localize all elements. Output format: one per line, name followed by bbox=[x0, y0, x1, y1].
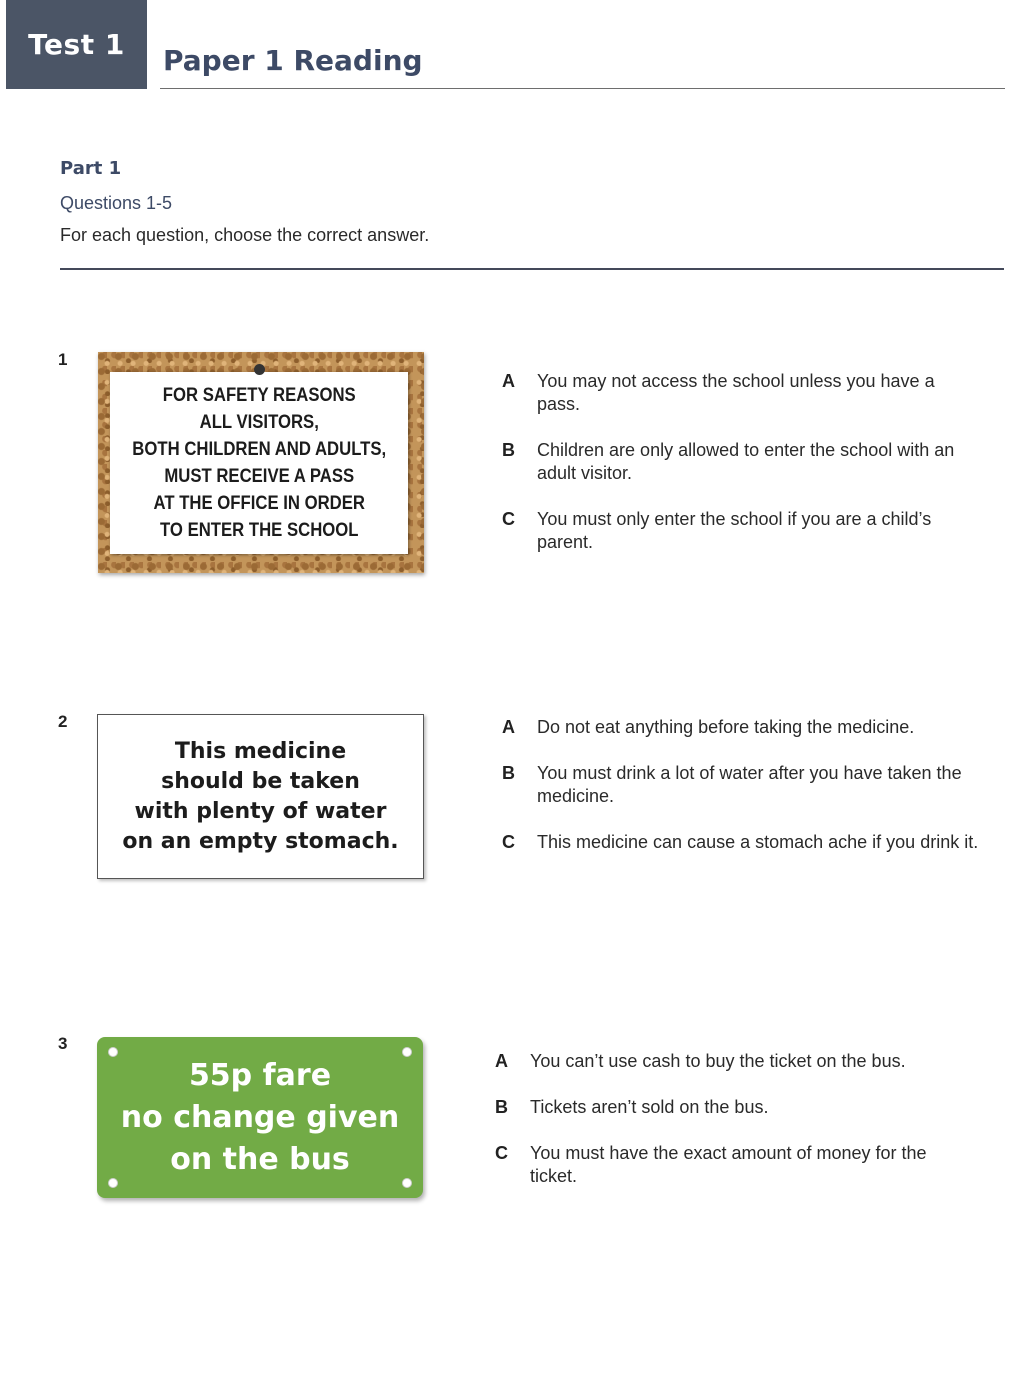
option-3b[interactable] bbox=[495, 1096, 965, 1119]
option-letter: A bbox=[495, 1051, 508, 1071]
header-divider bbox=[160, 88, 1005, 89]
option-1b[interactable] bbox=[502, 439, 972, 485]
screw-icon bbox=[402, 1178, 412, 1188]
option-text: You may not access the school unless you have a pass. bbox=[537, 371, 935, 414]
option-text: This medicine can cause a stomach ache if you drink it. bbox=[537, 832, 979, 852]
option-text: You must have the exact amount of money for the ticket. bbox=[530, 1143, 927, 1186]
questions-range: Questions 1-5 bbox=[60, 193, 173, 213]
question-number-1: 1 bbox=[58, 350, 68, 369]
option-letter: B bbox=[502, 440, 515, 460]
option-letter: A bbox=[502, 717, 515, 737]
option-letter: A bbox=[502, 371, 515, 391]
question-number-3: 3 bbox=[58, 1034, 68, 1053]
bus-fare-sign bbox=[97, 1037, 423, 1198]
test-label: Test 1 bbox=[6, 0, 147, 89]
option-text: You must drink a lot of water after you have taken the medicine. bbox=[537, 763, 962, 806]
question-number-2: 2 bbox=[58, 712, 68, 731]
options-question-3 bbox=[495, 1050, 965, 1211]
option-2c[interactable] bbox=[502, 831, 1002, 854]
screw-icon bbox=[108, 1047, 118, 1057]
part-heading: Part 1 bbox=[60, 158, 122, 179]
options-question-2 bbox=[502, 716, 1002, 877]
notice-text-3: 55p fare no change given on the bus bbox=[120, 1057, 400, 1177]
option-text: You must only enter the school if you are a child’s parent. bbox=[537, 509, 932, 552]
notice-text-2: This medicine should be taken with plenty of water on an empty stomach. bbox=[122, 738, 399, 854]
pin-icon bbox=[254, 364, 265, 375]
cork-board-notice bbox=[98, 352, 424, 573]
option-letter: C bbox=[502, 832, 515, 852]
option-text: Do not eat anything before taking the medicine. bbox=[537, 717, 915, 737]
paper-title: Paper 1 Reading bbox=[163, 44, 423, 77]
option-text: Tickets aren’t sold on the bus. bbox=[530, 1097, 769, 1117]
option-letter: B bbox=[495, 1097, 508, 1117]
instructions: For each question, choose the correct answer. bbox=[60, 225, 430, 245]
notice-paper bbox=[110, 372, 408, 554]
notice-text-1: FOR SAFETY REASONS ALL VISITORS, BOTH CHILDREN AND ADULTS, MUST RECEIVE A PASS AT THE OFFICE IN ORDER TO ENTER THE SCHOOL bbox=[132, 385, 386, 541]
option-2a[interactable] bbox=[502, 716, 1002, 739]
option-3c[interactable] bbox=[495, 1142, 965, 1188]
option-3a[interactable] bbox=[495, 1050, 965, 1073]
option-letter: C bbox=[502, 509, 515, 529]
option-1a[interactable] bbox=[502, 370, 972, 416]
option-text: You can’t use cash to buy the ticket on the bus. bbox=[530, 1051, 906, 1071]
screw-icon bbox=[402, 1047, 412, 1057]
option-1c[interactable] bbox=[502, 508, 972, 554]
option-letter: B bbox=[502, 763, 515, 783]
screw-icon bbox=[108, 1178, 118, 1188]
option-text: Children are only allowed to enter the school with an adult visitor. bbox=[537, 440, 955, 483]
section-divider bbox=[60, 268, 1004, 270]
options-question-1 bbox=[502, 370, 972, 577]
medicine-label bbox=[97, 714, 424, 879]
option-letter: C bbox=[495, 1143, 508, 1163]
option-2b[interactable] bbox=[502, 762, 1002, 808]
